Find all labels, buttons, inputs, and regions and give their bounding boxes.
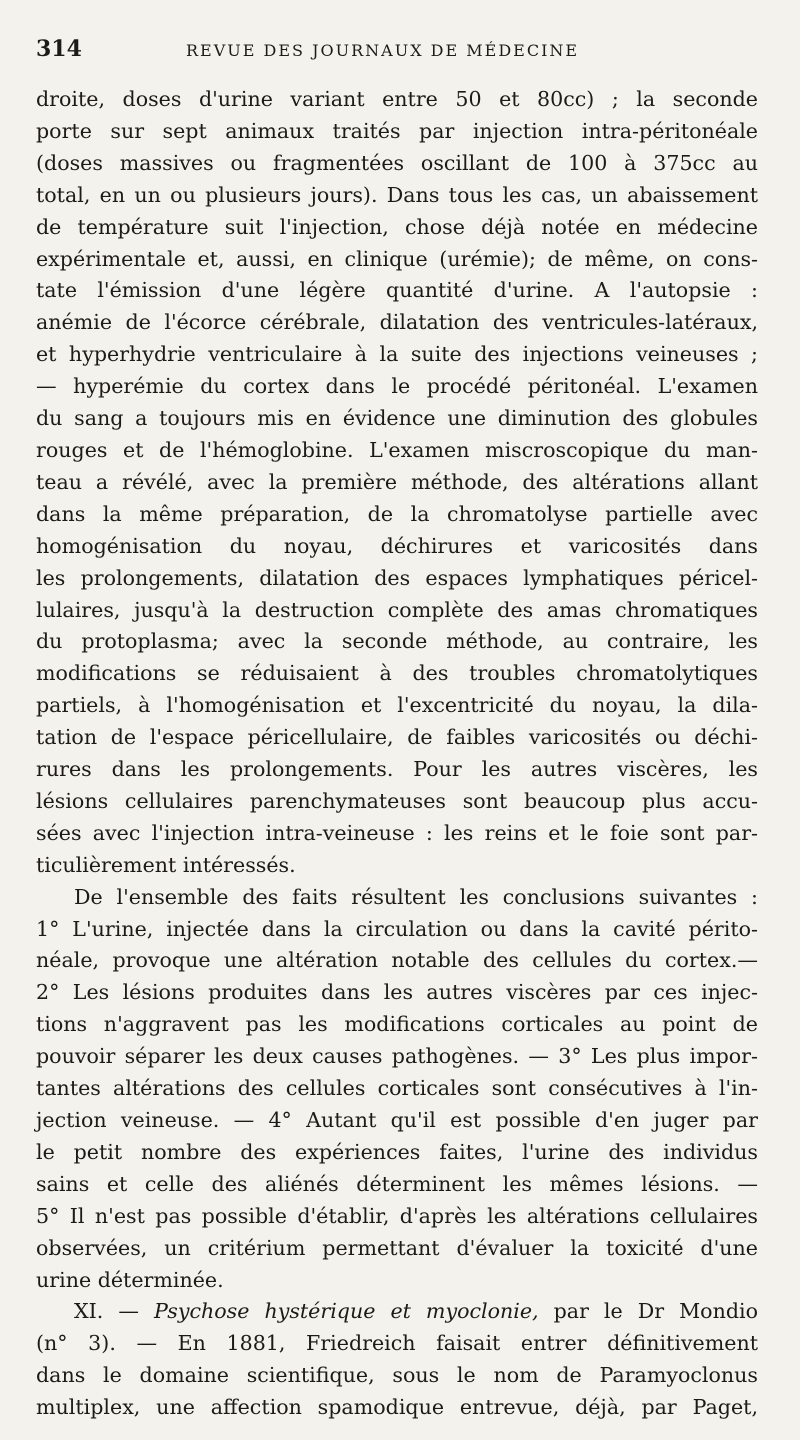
section-title: Psychose hystérique et myoclonie,	[153, 1299, 539, 1324]
text-line: total, en un ou plusieurs jours). Dans tous les cas, un abaissement	[36, 182, 758, 207]
text-line: droite, doses d'urine variant entre 50 et 80cc) ; la seconde	[36, 87, 758, 111]
text-line: tate l'émission d'une légère quantité d'urine. A l'autopsie :	[36, 278, 758, 303]
running-head: REVUE DES JOURNAUX DE MÉDECINE	[186, 41, 580, 60]
text-line: lésions cellulaires parenchymateuses sont beaucoup plus accu-	[36, 788, 758, 813]
text-line: partiels, à l'homogénisation et l'excentricité du noyau, la dila-	[36, 693, 758, 718]
section-author: par le Dr Mondio	[538, 1299, 758, 1324]
text-line: teau a révélé, avec la première méthode, des altérations allant	[36, 469, 758, 494]
section-numeral: XI. —	[74, 1299, 154, 1324]
text-line: pouvoir séparer les deux causes pathogènes. — 3° Les plus impor-	[36, 1044, 758, 1069]
text-line: porte sur sept animaux traités par injection intra-péritonéale	[36, 118, 758, 143]
text-line: (n° 3). — En 1881, Friedreich faisait entrer définitivement	[36, 1331, 758, 1356]
text-line: lulaires, jusqu'à la destruction complète des amas chromatiques	[36, 597, 758, 622]
text-line: dans la même préparation, de la chromatolyse partielle avec	[36, 501, 758, 526]
text-line: multiplex, une affection spamodique entrevue, déjà, par Paget,	[36, 1395, 758, 1420]
body-text	[36, 84, 758, 1424]
text-line: urine déterminée.	[36, 1267, 224, 1292]
text-line: tantes altérations des cellules corticales sont consécutives à l'in-	[36, 1076, 758, 1101]
text-line: rouges et de l'hémoglobine. L'examen miscroscopique du man-	[36, 437, 758, 462]
text-line: expérimentale et, aussi, en clinique (urémie); de même, on cons-	[36, 246, 758, 271]
text-line: anémie de l'écorce cérébrale, dilatation des ventricules-latéraux,	[36, 310, 758, 335]
paragraph-2	[36, 882, 758, 1297]
text-line: De l'ensemble des faits résultent les conclusions suivantes :	[74, 884, 758, 909]
paragraph-3-heading-line	[36, 1296, 758, 1328]
text-line: sains et celle des aliénés déterminent les mêmes lésions. —	[36, 1171, 758, 1196]
text-line: tation de l'espace péricellulaire, de faibles varicosités ou déchi-	[36, 725, 758, 750]
text-line: et hyperhydrie ventriculaire à la suite des injections veineuses ;	[36, 342, 758, 367]
text-line: rures dans les prolongements. Pour les autres viscères, les	[36, 757, 758, 782]
text-line: le petit nombre des expériences faites, l'urine des individus	[36, 1139, 758, 1164]
page-number: 314	[36, 36, 82, 62]
text-line: — hyperémie du cortex dans le procédé péritonéal. L'examen	[36, 374, 758, 399]
text-line: 2° Les lésions produites dans les autres viscères par ces injec-	[36, 980, 758, 1005]
text-line: jection veineuse. — 4° Autant qu'il est possible d'en juger par	[36, 1108, 758, 1132]
text-line: observées, un critérium permettant d'évaluer la toxicité d'une	[36, 1235, 758, 1260]
text-line: de température suit l'injection, chose déjà notée en médecine	[36, 214, 758, 239]
page-header	[36, 36, 758, 74]
text-line: les prolongements, dilatation des espaces lymphatiques péricel-	[36, 565, 758, 590]
text-line: tions n'aggravent pas les modifications corticales au point de	[36, 1012, 758, 1037]
paragraph-1	[36, 84, 758, 882]
text-line: 5° Il n'est pas possible d'établir, d'après les altérations cellulaires	[36, 1203, 758, 1228]
text-line: modifications se réduisaient à des troubles chromatolytiques	[36, 661, 758, 686]
text-line: dans le domaine scientifique, sous le nom de Paramyoclonus	[36, 1363, 758, 1388]
text-line: ticulièrement intéressés.	[36, 852, 296, 877]
text-line: 1° L'urine, injectée dans la circulation ou dans la cavité périto-	[36, 916, 758, 941]
text-line: du protoplasma; avec la seconde méthode, au contraire, les	[36, 629, 758, 654]
text-line: du sang a toujours mis en évidence une diminution des globules	[36, 406, 758, 431]
paragraph-3	[36, 1296, 758, 1424]
text-line: (doses massives ou fragmentées oscillant de 100 à 375cc au	[36, 150, 758, 175]
text-line: néale, provoque une altération notable des cellules du cortex.—	[36, 948, 758, 973]
text-line: sées avec l'injection intra-veineuse : les reins et le foie sont par-	[36, 820, 758, 845]
text-line: homogénisation du noyau, déchirures et varicosités dans	[36, 533, 758, 558]
